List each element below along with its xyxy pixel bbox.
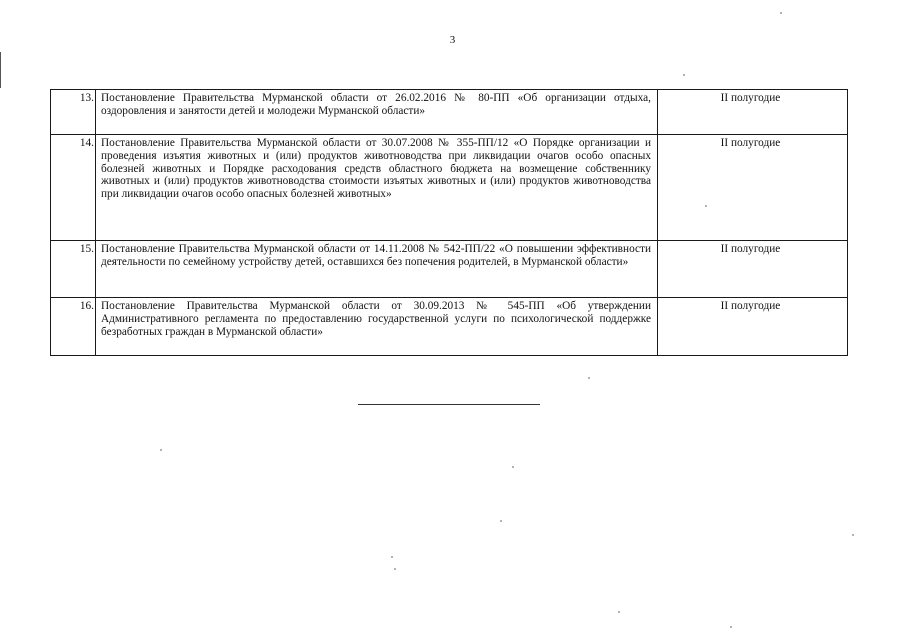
regulation-title: Постановление Правительства Мурманской области от 30.07.2008 № 355-ПП/12 «О Порядке организации и проведения изъятия животных и (или) продуктов животноводства при ликвидации очагов особо опасных болезней животных и Порядке расходования средств областного бюджета на возмещение собственнику животных и (или) продуктов животноводства стоимости изъятых животных и (или) продуктов животноводства при ликвидации очагов особо опасных болезней животных» bbox=[96, 135, 658, 241]
table-row bbox=[51, 298, 848, 356]
scan-speck bbox=[705, 205, 707, 207]
regulation-title: Постановление Правительства Мурманской области от 14.11.2008 № 542-ПП/22 «О повышении эффективности деятельности по семейному устройству детей, оставшихся без попечения родителей, в Мурманской области» bbox=[96, 241, 658, 298]
scan-speck bbox=[852, 534, 854, 536]
period-cell: II полугодие bbox=[658, 135, 848, 241]
scan-speck bbox=[512, 466, 514, 468]
scan-speck bbox=[391, 556, 393, 558]
regulation-title: Постановление Правительства Мурманской области от 26.02.2016 № 80-ПП «Об организации отдыха, оздоровления и занятости детей и молодежи Мурманской области» bbox=[96, 90, 658, 135]
scan-speck bbox=[780, 12, 782, 14]
scan-speck bbox=[588, 377, 590, 379]
scan-speck bbox=[618, 611, 620, 613]
regulations-table bbox=[50, 89, 848, 356]
table-row bbox=[51, 135, 848, 241]
row-number: 16. bbox=[51, 298, 96, 356]
row-number: 14. bbox=[51, 135, 96, 241]
regulation-title: Постановление Правительства Мурманской области от 30.09.2013 № 545-ПП «Об утверждении Административного регламента по предоставлению государственной услуги по психологической поддержке безработных граждан в Мурманской области» bbox=[96, 298, 658, 356]
table-row bbox=[51, 90, 848, 135]
scan-speck bbox=[500, 520, 502, 522]
scan-speck bbox=[160, 449, 162, 451]
scan-speck bbox=[394, 568, 396, 570]
end-separator-line bbox=[358, 404, 540, 405]
row-number: 15. bbox=[51, 241, 96, 298]
page-number: 3 bbox=[449, 34, 456, 46]
scan-speck bbox=[683, 74, 685, 76]
scan-speck bbox=[730, 626, 732, 628]
period-cell: II полугодие bbox=[658, 298, 848, 356]
scan-edge-mark bbox=[0, 52, 1, 88]
table-row bbox=[51, 241, 848, 298]
period-cell: II полугодие bbox=[658, 241, 848, 298]
row-number: 13. bbox=[51, 90, 96, 135]
period-cell: II полугодие bbox=[658, 90, 848, 135]
